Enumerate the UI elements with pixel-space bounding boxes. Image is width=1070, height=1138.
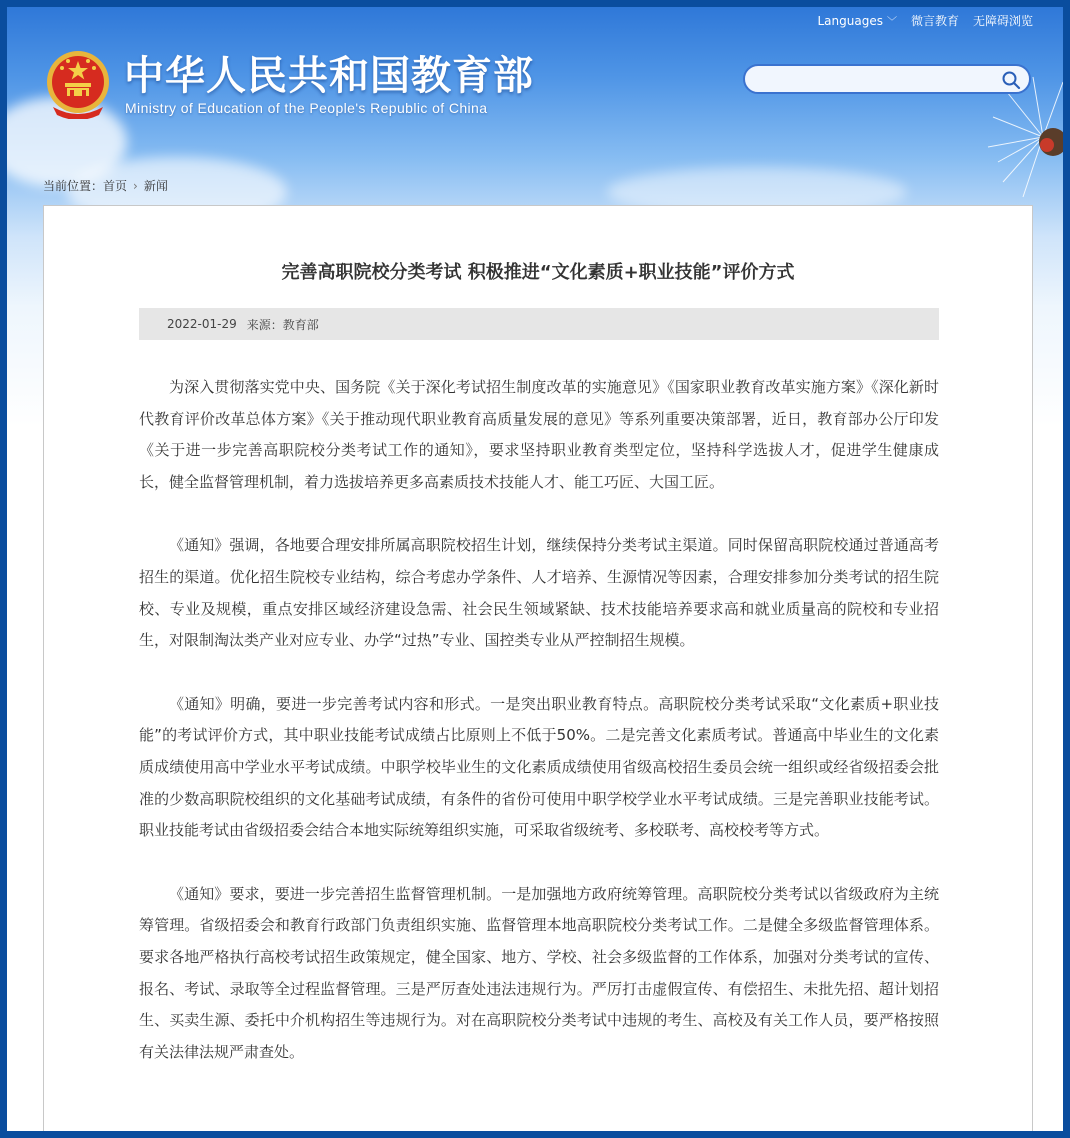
languages-link[interactable]: Languages [817,13,883,28]
breadcrumb-label: 当前位置： [43,179,104,193]
article-date: 2022-01-29 [167,317,237,331]
breadcrumb-home-link[interactable]: 首页 [103,179,128,193]
article-paragraph: 《通知》强调，各地要合理安排所属高职院校招生计划，继续保持分类考试主渠道。同时保留高职院校通过普通高考招生的渠道。优化招生院校专业结构，综合考虑办学条件、人才培养、生源情况等因素，合理安排参加分类考试的招生院校、专业及规模，重点安排区域经济建设急需、社会民生领域紧缺、技术技能培养要求高和就业质量高的院校和专业招生，对限制淘汰类产业对应专业、办学“过热”专业、国控类专业从严控制招生规模。 [139,536,939,650]
weiyan-education-link[interactable]: 微言教育 [910,14,959,28]
top-links [817,12,1033,29]
article-source: 来源：教育部 [246,317,319,332]
article-panel [43,205,1033,1131]
article-paragraph: 为深入贯彻落实党中央、国务院《关于深化考试招生制度改革的实施意见》《国家职业教育改革实施方案》《深化新时代教育评价改革总体方案》《关于推动现代职业教育高质量发展的意见》等系列重要决策部署，近日，教育部办公厅印发《关于进一步完善高职院校分类考试工作的通知》，要求坚持职业教育类型定位，坚持科学选拔人才，促进学生健康成长，健全监督管理机制，着力选拔培养更多高素质技术技能人才、能工巧匠、大国工匠。 [139,378,939,491]
site-title-cn: 中华人民共和国教育部 [124,53,534,99]
article-body [139,372,939,1100]
breadcrumb [43,177,168,194]
site-title-en: Ministry of Education of the People's Republic of China [125,100,488,116]
search-input[interactable] [759,70,993,90]
article-meta-bar [139,308,939,340]
search-icon[interactable] [1001,70,1021,90]
breadcrumb-current: 新闻 [143,179,168,193]
article-paragraph: 《通知》要求，要进一步完善招生监督管理机制。一是加强地方政府统筹管理。高职院校分类考试以省级政府为主统筹管理。省级招委会和教育行政部门负责组织实施、监督管理本地高职院校分类考试工作。二是健全多级监督管理体系。要求各地严格执行高校考试招生政策规定，健全国家、地方、学校、社会多级监督的工作体系，加强对分类考试的宣传、报名、考试、录取等全过程监督管理。三是严厉查处违法违规行为。严厉打击虚假宣传、有偿招生、未批先招、超计划招生、买卖生源、委托中介机构招生等违规行为。对在高职院校分类考试中违规的考生、高校及有关工作人员，要严格按照有关法律法规严肃查处。 [139,884,939,1061]
article-title: 完善高职院校分类考试 积极推进“文化素质+职业技能”评价方式 [281,262,795,283]
chevron-down-icon[interactable]: ﹀ [886,17,897,28]
search-box [743,64,1031,94]
chevron-right-icon: › [133,178,138,193]
page-frame [7,7,1063,1131]
article-paragraph: 《通知》明确，要进一步完善考试内容和形式。一是突出职业教育特点。高职院校分类考试采取“文化素质+职业技能”的考试评价方式，其中职业技能考试成绩占比原则上不低于50%。二是完善文化素质考试。普通高中毕业生的文化素质成绩使用高中学业水平考试成绩。中职学校毕业生的文化素质成绩使用省级高校招生委员会统一组织或经省级招委会批准的少数高职院校组织的文化基础考试成绩，有条件的省份可使用中职学校学业水平考试成绩。三是完善职业技能考试。职业技能考试由省级招委会结合本地实际统筹组织实施，可采取省级统考、多校联考、高校校考等方式。 [139,694,939,840]
accessibility-link[interactable]: 无障碍浏览 [972,14,1033,28]
national-emblem-icon [45,49,111,119]
